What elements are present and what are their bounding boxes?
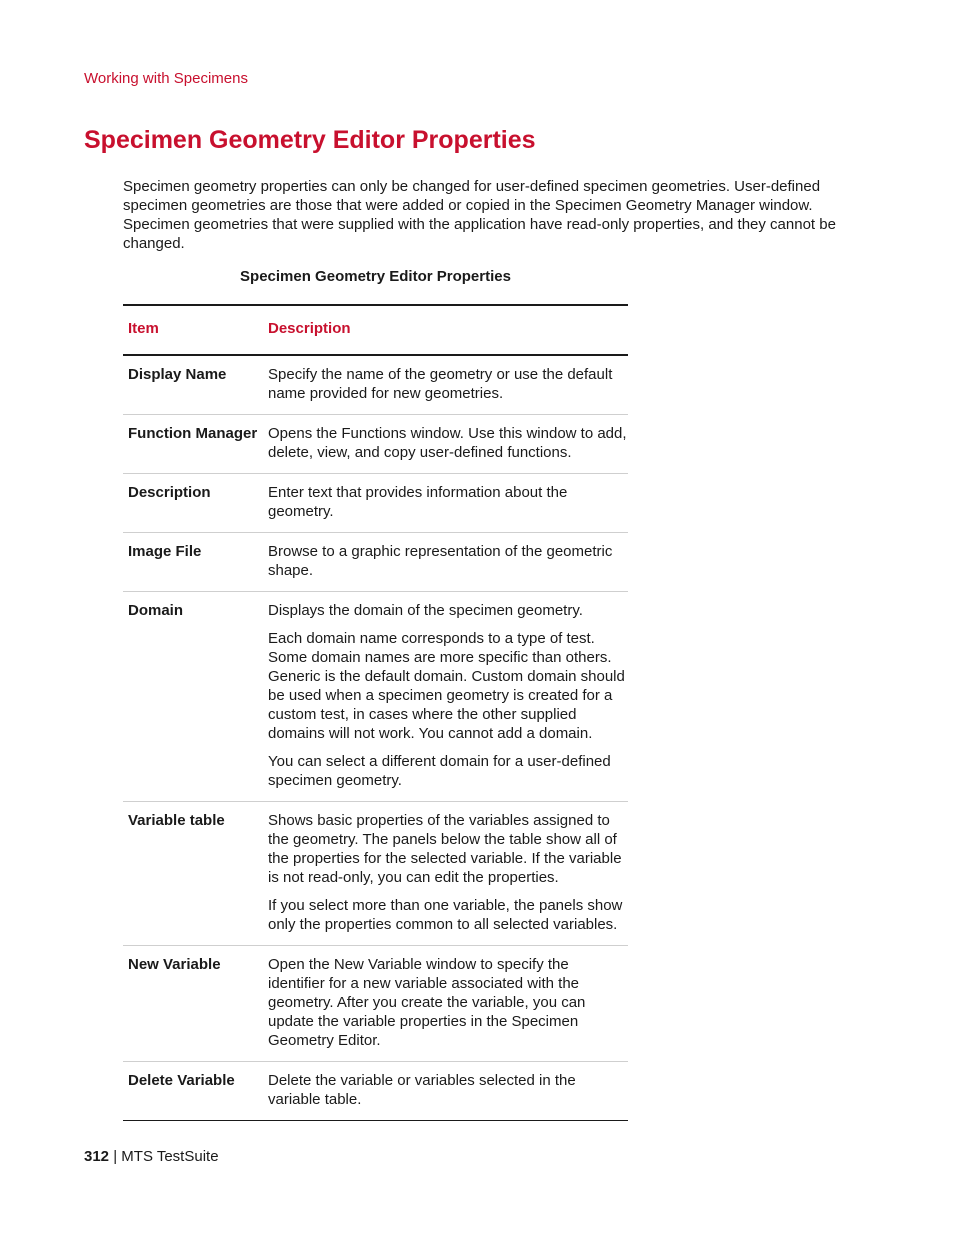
description-paragraph: Delete the variable or variables selected in the variable table.	[268, 1072, 576, 1108]
row-item: Description	[123, 474, 263, 533]
footer-separator: |	[113, 1148, 118, 1165]
row-item: Domain	[123, 592, 263, 802]
description-paragraph: If you select more than one variable, the panels show only the properties common to all selected variables.	[268, 897, 623, 933]
table-caption: Specimen Geometry Editor Properties	[240, 268, 511, 285]
table-row	[123, 415, 628, 474]
table-header-row	[123, 305, 628, 355]
row-item: Display Name	[123, 355, 263, 415]
table-row	[123, 355, 628, 415]
description-paragraph: Open the New Variable window to specify the identifier for a new variable associated with the geometry. After you create the variable, you can update the variable properties in the Specimen Geometry Editor.	[268, 956, 586, 1049]
row-description	[263, 474, 628, 533]
row-description	[263, 946, 628, 1062]
description-paragraph: Specify the name of the geometry or use the default name provided for new geometries.	[268, 366, 613, 402]
product-name: MTS TestSuite	[121, 1148, 219, 1165]
page-title: Specimen Geometry Editor Properties	[84, 126, 536, 154]
description-paragraph: You can select a different domain for a user-defined specimen geometry.	[268, 753, 611, 789]
column-header-description: Description	[263, 305, 628, 355]
row-description	[263, 592, 628, 802]
description-paragraph: Opens the Functions window. Use this window to add, delete, view, and copy user-defined functions.	[268, 425, 627, 461]
page-footer	[84, 1148, 219, 1165]
running-header: Working with Specimens	[84, 70, 248, 87]
table-row	[123, 946, 628, 1062]
table-row	[123, 802, 628, 946]
properties-table	[123, 304, 628, 1121]
table-row	[123, 592, 628, 802]
row-item: Function Manager	[123, 415, 263, 474]
row-description	[263, 802, 628, 946]
column-header-item: Item	[123, 305, 263, 355]
intro-paragraph: Specimen geometry properties can only be changed for user-defined specimen geometries. User-defined specimen geometries are those that were added or copied in the Specimen Geometry Manager window. Specimen geometries that were supplied with the application have read-only properties, and they cannot be changed.	[123, 178, 836, 252]
row-item: New Variable	[123, 946, 263, 1062]
table-row	[123, 1062, 628, 1121]
table-row	[123, 533, 628, 592]
description-paragraph: Shows basic properties of the variables assigned to the geometry. The panels below the table show all of the properties for the selected variable. If the variable is not read-only, you can edit the properties.	[268, 812, 622, 886]
page-number: 312	[84, 1148, 110, 1165]
description-paragraph: Browse to a graphic representation of the geometric shape.	[268, 543, 613, 579]
description-paragraph: Enter text that provides information about the geometry.	[268, 484, 568, 520]
row-description	[263, 533, 628, 592]
description-paragraph: Each domain name corresponds to a type of test. Some domain names are more specific than others. Generic is the default domain. Custom domain should be used when a specimen geometry is created for a custom test, in cases where the other supplied domains will not work. You cannot add a domain.	[268, 630, 625, 742]
row-description	[263, 355, 628, 415]
row-item: Delete Variable	[128, 1072, 235, 1089]
row-item: Image File	[123, 533, 263, 592]
row-description	[263, 1062, 628, 1121]
table-row	[123, 474, 628, 533]
description-paragraph: Displays the domain of the specimen geometry.	[268, 602, 583, 619]
row-item: Variable table	[123, 802, 263, 946]
row-description	[263, 415, 628, 474]
